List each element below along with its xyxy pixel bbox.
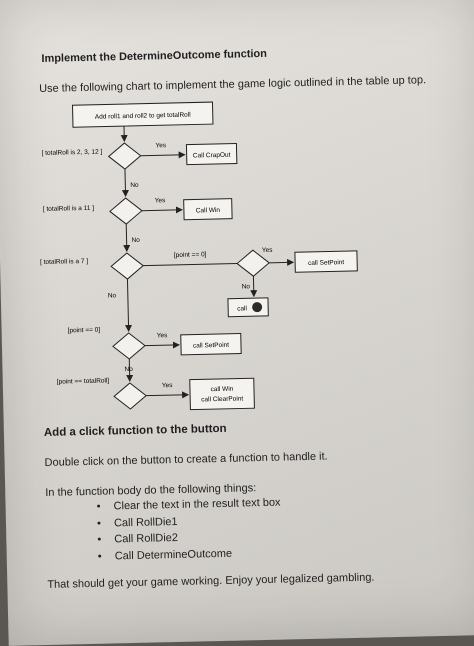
action-setpoint-1: call SetPoint xyxy=(308,259,344,267)
connector-line xyxy=(143,264,237,266)
action-win-line2: call ClearPoint xyxy=(201,395,243,403)
point-condition-label: [point == 0] xyxy=(174,251,207,259)
condition-label: [ totalRoll is a 7 ] xyxy=(40,258,88,266)
start-box xyxy=(72,102,212,127)
connector-arrow xyxy=(141,155,185,156)
yes-label: Yes xyxy=(155,142,167,149)
yes-label: Yes xyxy=(162,382,174,389)
steps-list xyxy=(93,497,281,567)
yes-label: Yes xyxy=(155,197,167,204)
list-item xyxy=(94,513,281,529)
connector-arrow xyxy=(145,345,179,346)
decision-diamond xyxy=(114,383,147,410)
no-label: No xyxy=(124,366,133,373)
step-text: Call DetermineOutcome xyxy=(115,547,233,562)
condition-label: [point == totalRoll] xyxy=(57,377,110,385)
bullet: • xyxy=(94,517,104,529)
decision-diamond xyxy=(110,198,143,225)
condition-label: [point == 0] xyxy=(68,327,101,335)
action-win: Call Win xyxy=(196,207,221,215)
no-label: No xyxy=(132,237,141,244)
closing-text: That should get your game working. Enjoy your legalized gambling. xyxy=(47,572,374,591)
connector-arrow xyxy=(125,169,126,196)
yes-label: Yes xyxy=(157,332,169,339)
list-item xyxy=(95,546,282,562)
connector-arrow xyxy=(127,279,128,331)
connector-arrow xyxy=(146,395,188,396)
bullet: • xyxy=(93,501,103,513)
condition-label: [ totalRoll is a 11 ] xyxy=(43,205,95,213)
condition-label: [ totalRoll is 2, 3, 12 ] xyxy=(42,149,103,157)
step-text: Clear the text in the result text box xyxy=(113,497,280,513)
step-text: Call RollDie1 xyxy=(114,515,178,528)
connector-arrow xyxy=(269,262,293,263)
page-subtitle: Use the following chart to implement the game logic outlined in the table up top. xyxy=(39,74,426,95)
no-label: No xyxy=(130,182,139,189)
no-label: No xyxy=(242,283,251,290)
no-label: No xyxy=(108,292,117,299)
action-box xyxy=(190,378,255,409)
decision-diamond xyxy=(111,253,144,280)
section-heading: Add a click function to the button xyxy=(44,423,227,439)
list-item xyxy=(94,530,281,546)
intro-text: In the function body do the following things: xyxy=(45,482,256,499)
start-box-label: Add roll1 and roll2 to get totalRoll xyxy=(95,112,191,121)
decision-diamond xyxy=(108,143,141,170)
instruction-text: Double click on the button to create a function to handle it. xyxy=(44,451,327,469)
bullet: • xyxy=(94,534,104,546)
action-setpoint-2: call SetPoint xyxy=(193,342,229,350)
step-text: Call RollDie2 xyxy=(114,532,178,545)
yes-label: Yes xyxy=(262,247,274,254)
decision-diamond xyxy=(113,333,146,360)
action-crapout: Call CrapOut xyxy=(193,152,231,160)
connector-arrow xyxy=(126,224,127,251)
action-box xyxy=(228,298,268,317)
action-win-line1: call Win xyxy=(211,386,234,394)
bullet: • xyxy=(95,550,105,562)
page-title: Implement the DetermineOutcome function xyxy=(41,48,267,65)
connector-arrow xyxy=(142,210,182,211)
action-call-partial: call xyxy=(237,305,247,312)
